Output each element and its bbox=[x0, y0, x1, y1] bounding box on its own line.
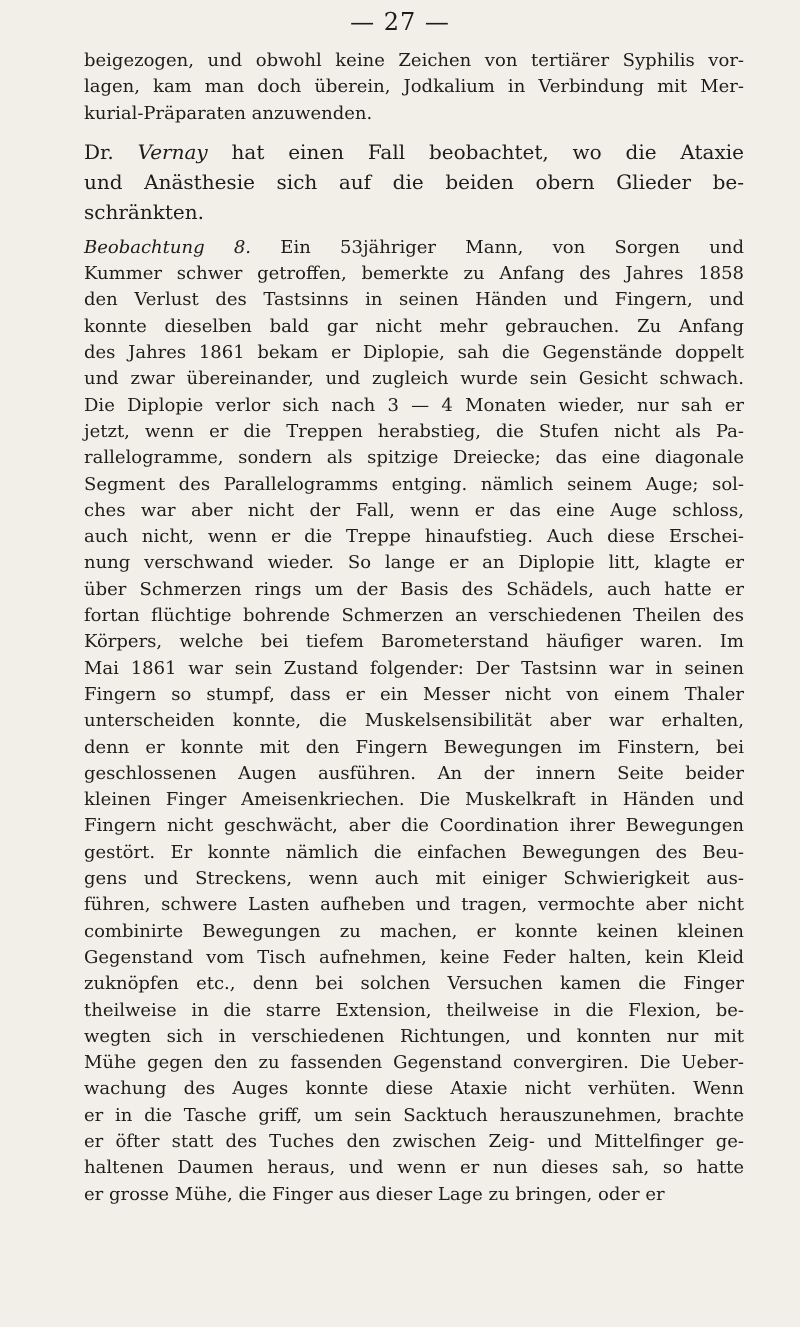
text-line bbox=[84, 314, 744, 340]
paragraph-2 bbox=[84, 137, 744, 227]
line-text: er grosse Mühe, die Finger aus dieser Lage zu bringen, oder er bbox=[84, 1183, 665, 1205]
text-line bbox=[84, 419, 744, 445]
paragraph-1 bbox=[84, 48, 744, 127]
line-text: zuknöpfen etc., denn bei solchen Versuchen kamen die Finger bbox=[84, 973, 744, 995]
line-text: Gegenstand vom Tisch aufnehmen, keine Feder halten, kein Kleid bbox=[84, 946, 744, 968]
text-line bbox=[84, 971, 744, 997]
author-title: Dr. bbox=[84, 139, 138, 164]
text-line bbox=[84, 498, 744, 524]
text-line bbox=[84, 998, 744, 1024]
text-line bbox=[84, 708, 744, 734]
line-text: Segment des Parallelogramms entging. nämlich seinem Auge; sol- bbox=[84, 473, 744, 495]
line-text: Kummer schwer getroffen, bemerkte zu Anfang des Jahres 1858 bbox=[84, 263, 744, 285]
line-text: ches war aber nicht der Fall, wenn er das eine Auge schloss, bbox=[84, 499, 744, 521]
line-text: theilweise in die starre Extension, theilweise in die Flexion, be- bbox=[84, 999, 744, 1021]
line-text: gestört. Er konnte nämlich die einfachen Bewegungen des Beu- bbox=[84, 841, 744, 863]
text-line bbox=[84, 167, 744, 197]
line-text: Mühe gegen den zu fassenden Gegenstand convergiren. Die Ueber- bbox=[84, 1052, 744, 1074]
line-text: Mai 1861 war sein Zustand folgender: Der Tastsinn war in seinen bbox=[84, 657, 744, 679]
text-line bbox=[84, 919, 744, 945]
line-text: beigezogen, und obwohl keine Zeichen von tertiärer Syphilis vor- bbox=[84, 50, 744, 71]
text-line bbox=[84, 1103, 744, 1129]
text-line bbox=[84, 1024, 744, 1050]
text-line bbox=[84, 472, 744, 498]
line-text: auch nicht, wenn er die Treppe hinaufstieg. Auch diese Erschei- bbox=[84, 526, 744, 548]
text-line bbox=[84, 48, 744, 74]
text-line bbox=[84, 235, 744, 261]
text-line bbox=[84, 787, 744, 813]
line-text: wegten sich in verschiedenen Richtungen, und konnten nur mit bbox=[84, 1025, 744, 1047]
line-text: nung verschwand wieder. So lange er an Diplopie litt, klagte er bbox=[84, 552, 744, 574]
line-text: fortan flüchtige bohrende Schmerzen an verschiedenen Theilen des bbox=[84, 605, 744, 627]
line-text: schränkten. bbox=[84, 199, 204, 224]
line-text: geschlossenen Augen ausführen. An der innern Seite beider bbox=[84, 762, 744, 784]
line-text: und Anästhesie sich auf die beiden obern Glieder be- bbox=[84, 169, 744, 194]
text-line bbox=[84, 524, 744, 550]
line-text: unterscheiden konnte, die Muskelsensibilität aber war erhalten, bbox=[84, 710, 744, 732]
text-line bbox=[84, 393, 744, 419]
text-line bbox=[84, 603, 744, 629]
paragraph-3 bbox=[84, 235, 744, 1208]
text-line bbox=[84, 629, 744, 655]
page-number: — 27 — bbox=[350, 8, 450, 36]
text-line bbox=[84, 682, 744, 708]
text-line bbox=[84, 840, 744, 866]
text-line bbox=[84, 945, 744, 971]
text-line bbox=[84, 1182, 744, 1208]
text-line bbox=[84, 137, 744, 167]
text-line bbox=[84, 1155, 744, 1181]
text-line bbox=[84, 866, 744, 892]
line-text: und zwar übereinander, und zugleich wurde sein Gesicht schwach. bbox=[84, 368, 744, 390]
line-text: konnte dieselben bald gar nicht mehr gebrauchen. Zu Anfang bbox=[84, 315, 744, 337]
line-text: wachung des Auges konnte diese Ataxie nicht verhüten. Wenn bbox=[84, 1078, 744, 1100]
line-text: haltenen Daumen heraus, und wenn er nun dieses sah, so hatte bbox=[84, 1157, 744, 1179]
text-line bbox=[84, 1050, 744, 1076]
line-text: er in die Tasche griff, um sein Sacktuch herauszunehmen, brachte bbox=[84, 1104, 744, 1126]
line-text: jetzt, wenn er die Treppen herabstieg, die Stufen nicht als Pa- bbox=[84, 420, 744, 442]
line-text: den Verlust des Tastsinns in seinen Händen und Fingern, und bbox=[84, 289, 744, 311]
line-text: kurial-Präparaten anzuwenden. bbox=[84, 102, 373, 124]
line-text: führen, schwere Lasten aufheben und tragen, vermochte aber nicht bbox=[84, 894, 744, 916]
line-text: des Jahres 1861 bekam er Diplopie, sah die Gegenstände doppelt bbox=[84, 342, 744, 364]
text-line bbox=[84, 550, 744, 576]
text-line bbox=[84, 287, 744, 313]
text-line bbox=[84, 340, 744, 366]
line-text: Körpers, welche bei tiefem Barometerstand häufiger waren. Im bbox=[84, 631, 744, 653]
text-line bbox=[84, 1076, 744, 1102]
line-text: rallelogramme, sondern als spitzige Dreiecke; das eine diagonale bbox=[84, 447, 744, 469]
line-text: über Schmerzen rings um der Basis des Schädels, auch hatte er bbox=[84, 578, 744, 600]
line-text: Ein 53jähriger Mann, von Sorgen und bbox=[251, 236, 744, 258]
line-text: lagen, kam man doch überein, Jodkalium in Verbindung mit Mer- bbox=[84, 76, 744, 98]
text-line bbox=[84, 813, 744, 839]
author-name: Vernay bbox=[137, 139, 208, 164]
text-line bbox=[84, 761, 744, 787]
line-text: gens und Streckens, wenn auch mit einiger Schwierigkeit aus- bbox=[84, 868, 744, 890]
text-line bbox=[84, 656, 744, 682]
line-text: er öfter statt des Tuches den zwischen Zeig- und Mittelfinger ge- bbox=[84, 1130, 744, 1152]
line-text: Die Diplopie verlor sich nach 3 — 4 Monaten wieder, nur sah er bbox=[84, 394, 744, 416]
text-line bbox=[84, 101, 744, 127]
line-text: denn er konnte mit den Fingern Bewegungen im Finstern, bei bbox=[84, 736, 744, 758]
text-line bbox=[84, 735, 744, 761]
text-line bbox=[84, 197, 744, 227]
text-line bbox=[84, 892, 744, 918]
text-line bbox=[84, 445, 744, 471]
line-text: Fingern nicht geschwächt, aber die Coordination ihrer Bewegungen bbox=[84, 815, 744, 837]
line-text: Fingern so stumpf, dass er ein Messer nicht von einem Thaler bbox=[84, 683, 744, 705]
text-line bbox=[84, 577, 744, 603]
observation-label: Beobachtung 8. bbox=[84, 236, 252, 258]
text-line bbox=[84, 366, 744, 392]
line-text: kleinen Finger Ameisenkriechen. Die Muskelkraft in Händen und bbox=[84, 789, 744, 811]
text-line bbox=[84, 261, 744, 287]
line-text: hat einen Fall beobachtet, wo die Ataxie bbox=[207, 139, 744, 164]
text-line bbox=[84, 74, 744, 100]
line-text: combinirte Bewegungen zu machen, er konnte keinen kleinen bbox=[84, 920, 744, 942]
body-text bbox=[84, 48, 744, 1208]
text-line bbox=[84, 1129, 744, 1155]
